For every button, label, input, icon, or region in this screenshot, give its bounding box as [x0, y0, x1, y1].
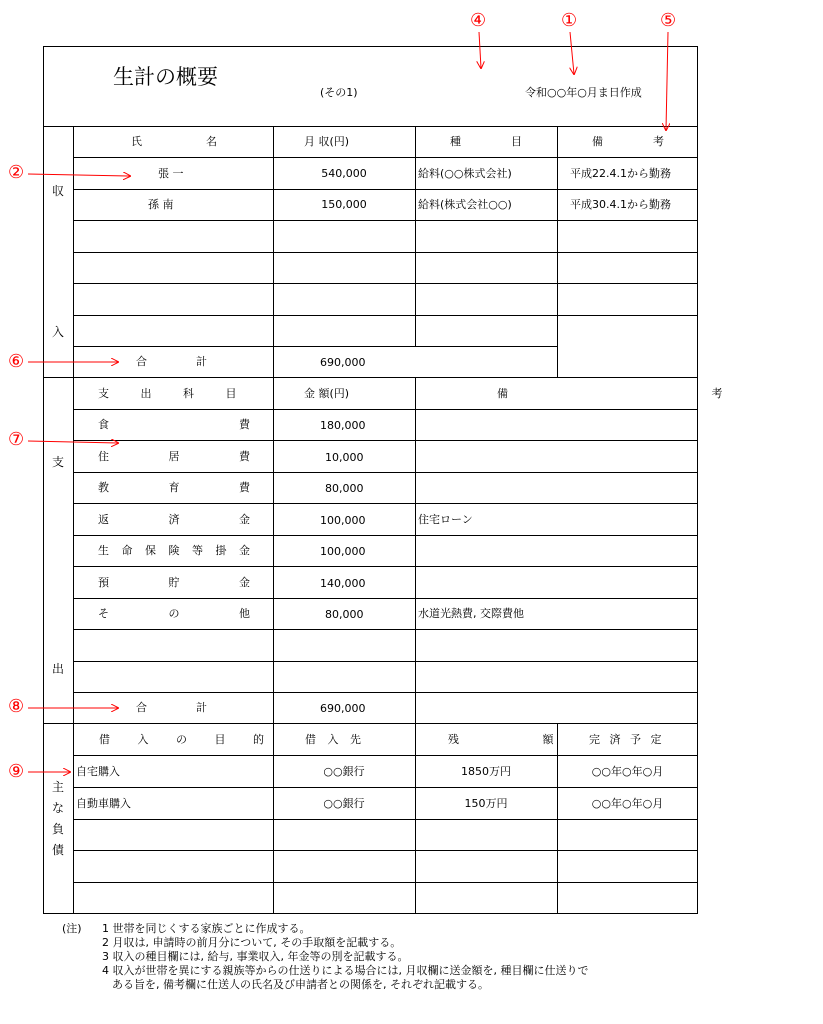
- income-header-amount: 月 収(円): [304, 135, 350, 148]
- income-row-1-amount: 540,000: [321, 167, 367, 180]
- expense-total-label-2: 計: [196, 701, 207, 714]
- label-char: 済: [168, 513, 180, 526]
- income-total-amount: 690,000: [320, 356, 366, 369]
- label-char: 等: [192, 544, 203, 557]
- label-char: 預: [98, 576, 109, 589]
- expense-header-item: 支 出 科 目: [98, 387, 251, 400]
- label-char: 保: [145, 544, 156, 557]
- income-header-type-2: 目: [511, 135, 522, 148]
- expense-row-2-amount: 10,000: [325, 451, 364, 464]
- marker-9: ⑨: [8, 761, 25, 782]
- expense-total-amount: 690,000: [320, 702, 366, 715]
- side-label-income-top: 収: [51, 184, 64, 198]
- label-char: 費: [239, 450, 250, 463]
- note-item-4: 4 収入が世帯を異にする親族等からの仕送りによる場合には, 月収欄に送金額を, 種目欄に仕送りで: [102, 964, 589, 977]
- income-row-1-type: 給料(○○株式会社): [418, 167, 512, 180]
- label-char: の: [168, 607, 180, 620]
- income-row-2-type: 給料(株式会社○○): [418, 198, 512, 211]
- note-item-3: 3 収入の種目欄には, 給与, 事業収入, 年金等の別を記載する。: [102, 950, 409, 963]
- marker-2: ②: [8, 162, 25, 183]
- notes-label: (注): [62, 922, 82, 935]
- income-total-label-2: 計: [196, 355, 207, 368]
- label-char: 食: [98, 418, 109, 431]
- income-header-note-2: 考: [653, 135, 664, 148]
- income-header-name-2: 名: [206, 135, 217, 148]
- income-header-note-1: 備: [592, 135, 603, 148]
- expense-row-1-amount: 180,000: [320, 419, 366, 432]
- label-char: 費: [239, 418, 250, 431]
- label-char: 金: [239, 544, 250, 557]
- debt-row-1-lender: ○○銀行: [323, 765, 365, 778]
- income-header-name-1: 氏: [131, 135, 142, 148]
- expense-row-5-amount: 100,000: [320, 545, 366, 558]
- expense-header-note: 備 考: [497, 387, 823, 400]
- label-char: そ: [98, 607, 109, 620]
- side-label-debt-3: 負: [51, 822, 64, 836]
- label-char: 育: [168, 481, 180, 494]
- expense-header-amount: 金 額(円): [304, 387, 350, 400]
- expense-row-4-amount: 100,000: [320, 514, 366, 527]
- marker-8: ⑧: [8, 696, 25, 717]
- income-row-2-note: 平成30.4.1から勤務: [570, 198, 671, 211]
- income-row-2-amount: 150,000: [321, 198, 367, 211]
- expense-row-7-amount: 80,000: [325, 608, 364, 621]
- created-date: 令和○○年○月ま日作成: [525, 86, 642, 99]
- note-item-2: 2 月収は, 申請時の前月分について, その手取額を記載する。: [102, 936, 402, 949]
- debt-row-1-purpose: 自宅購入: [76, 765, 120, 778]
- side-label-income-bottom: 入: [51, 325, 64, 339]
- marker-1: ①: [561, 10, 578, 31]
- income-row-1-note: 平成22.4.1から勤務: [570, 167, 671, 180]
- debt-header-balance: 残 額: [448, 733, 594, 746]
- marker-5: ⑤: [660, 10, 677, 31]
- side-label-debt-2: な: [51, 801, 64, 815]
- label-char: 貯: [168, 576, 180, 589]
- label-char: 居: [168, 450, 180, 463]
- note-item-1: 1 世帯を同じくする家族ごとに作成する。: [102, 922, 311, 935]
- income-row-1-name: 張 一: [158, 167, 184, 180]
- debt-row-2-due: ○○年○年○月: [591, 797, 664, 810]
- income-row-2-name: 孫 南: [148, 198, 174, 211]
- marker-7: ⑦: [8, 429, 25, 450]
- label-char: 生: [98, 544, 109, 557]
- debt-header-lender: 借 入 先: [305, 733, 365, 746]
- page-subtitle: (その1): [320, 86, 358, 99]
- label-char: 命: [121, 544, 133, 557]
- page-title: 生計の概要: [113, 65, 218, 89]
- marker-4: ④: [470, 10, 487, 31]
- note-item-5: ある旨を, 備考欄に仕送人の氏名及び申請者との関係を, それぞれ記載する。: [112, 978, 489, 991]
- label-char: 住: [98, 450, 109, 463]
- label-char: 返: [98, 513, 109, 526]
- debt-row-1-due: ○○年○年○月: [591, 765, 664, 778]
- debt-row-2-balance: 150万円: [464, 797, 508, 810]
- label-char: 険: [168, 544, 180, 557]
- debt-header-due: 完 済 予 定: [589, 733, 665, 746]
- label-char: 金: [239, 513, 250, 526]
- income-total-label-1: 合: [136, 355, 147, 368]
- side-label-debt-4: 債: [51, 843, 64, 857]
- expense-row-3-amount: 80,000: [325, 482, 364, 495]
- label-char: 金: [239, 576, 250, 589]
- expense-row-4-note: 住宅ローン: [418, 513, 473, 526]
- side-label-expense-bottom: 出: [51, 662, 64, 676]
- expense-total-label-1: 合: [136, 701, 147, 714]
- label-char: 他: [239, 607, 250, 620]
- label-char: 教: [98, 481, 109, 494]
- label-char: 掛: [215, 544, 227, 557]
- income-header-type-1: 種: [450, 135, 461, 148]
- expense-row-7-note: 水道光熱費, 交際費他: [418, 607, 524, 620]
- debt-row-2-purpose: 自動車購入: [76, 797, 131, 810]
- side-label-expense-top: 支: [51, 455, 64, 469]
- expense-row-6-amount: 140,000: [320, 577, 366, 590]
- debt-row-2-lender: ○○銀行: [323, 797, 365, 810]
- debt-header-purpose: 借 入 の 目 的: [99, 733, 276, 746]
- debt-row-1-balance: 1850万円: [461, 765, 511, 778]
- side-label-debt-1: 主: [51, 780, 64, 794]
- label-char: 費: [239, 481, 250, 494]
- marker-6: ⑥: [8, 351, 25, 372]
